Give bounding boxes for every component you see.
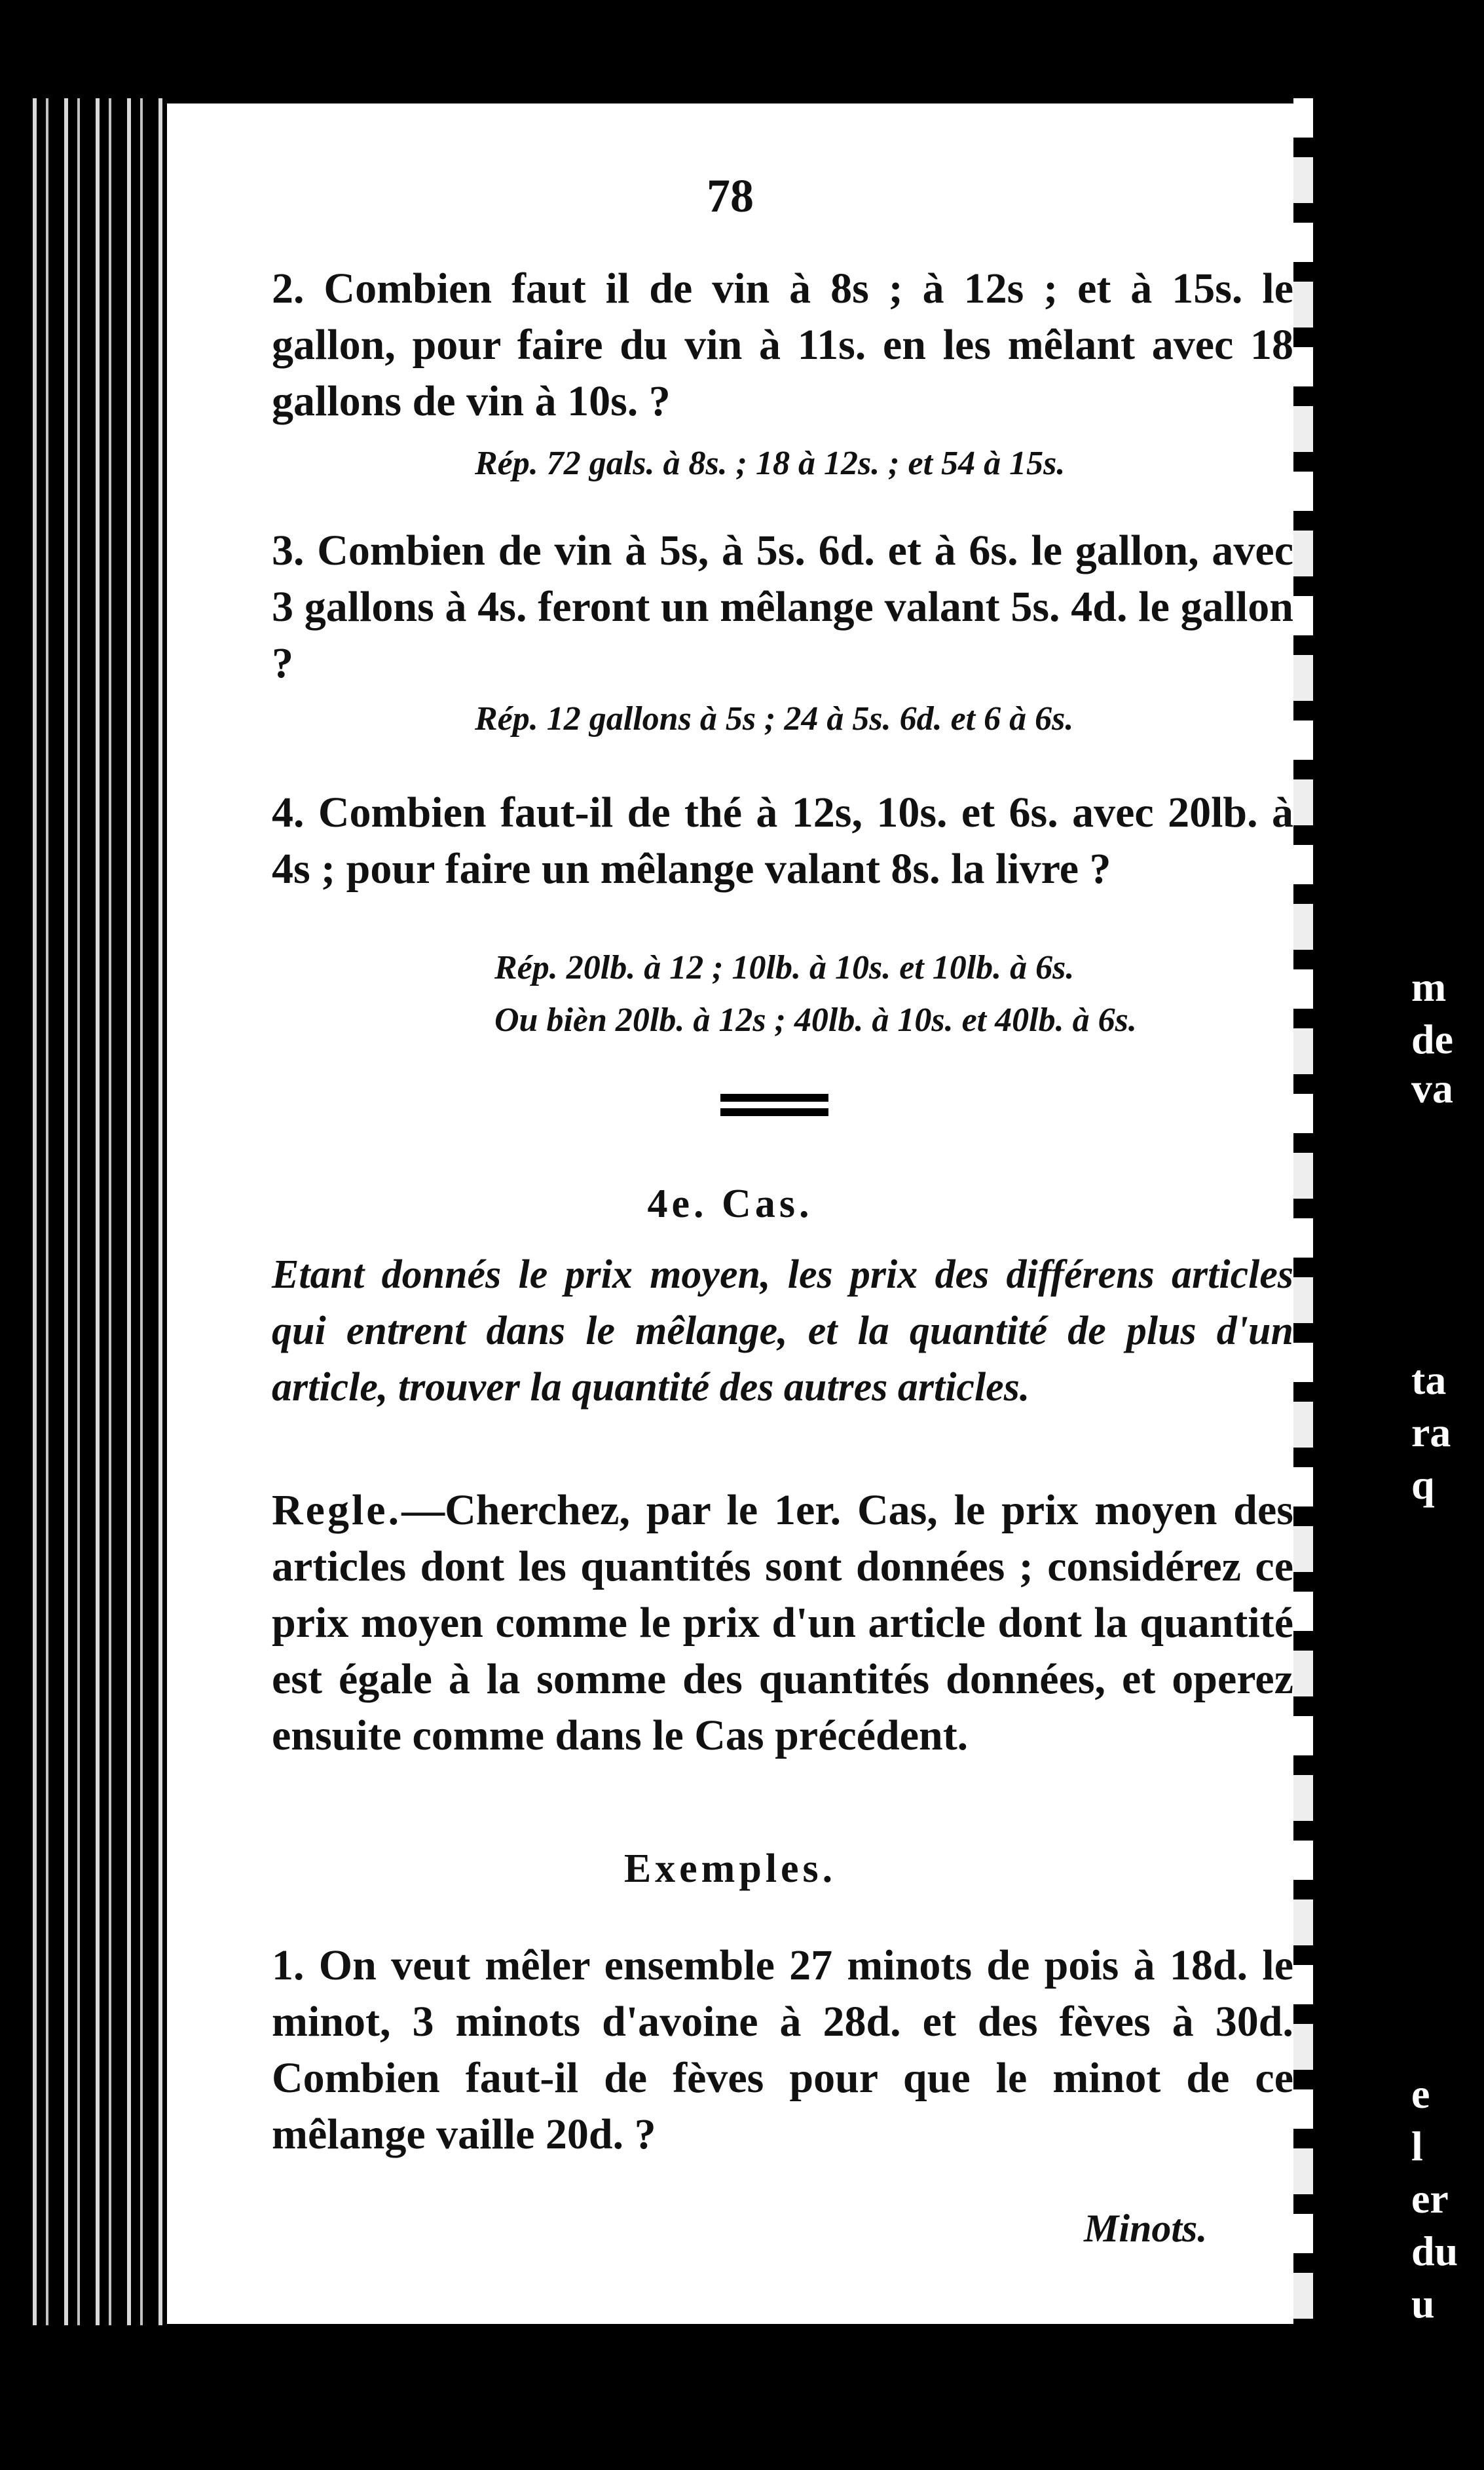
examples-heading: Exemples.: [623, 1846, 837, 1891]
section-divider-bottom: [720, 1108, 828, 1116]
rule-paragraph: [272, 1482, 1293, 1764]
problem-2-answer: Rép. 72 gals. à 8s. ; 18 à 12s. ; et 54 à 15s.: [475, 445, 1066, 482]
problem-4-text: 4. Combien faut-il de thé à 12s, 10s. et 6s. avec 20lb. à 4s ; pour faire un mêlange valant 8s. la livre ?: [272, 789, 1293, 893]
page-number: 78: [707, 170, 754, 222]
rule-label: Regle.: [272, 1486, 402, 1534]
book-binding: [26, 98, 164, 2325]
section-divider-top: [720, 1094, 828, 1102]
problem-3-text: 3. Combien de vin à 5s, à 5s. 6d. et à 6s. le gallon, avec 3 gallons à 4s. feront un mêlange valant 5s. 4d. le gallon ?: [272, 527, 1293, 687]
problem-4-answer-alt: Ou bièn 20lb. à 12s ; 40lb. à 10s. et 40lb. à 6s.: [494, 1001, 1137, 1039]
book-page: [167, 103, 1293, 2324]
problem-3-answer: Rép. 12 gallons à 5s ; 24 à 5s. 6d. et 6 à 6s.: [475, 700, 1074, 738]
case-heading: 4e. Cas.: [647, 1182, 813, 1226]
adjacent-page-edge: m de va ta ra q e l er du u: [1293, 98, 1484, 2338]
rule-text: —Cherchez, par le 1er. Cas, le prix moyen des articles dont les quantités sont données ; considérez ce prix moyen comme le prix d'un article dont la quantité est égale à la somme des quantités données, et operez ensuite comme dans le Cas précédent.: [272, 1486, 1293, 1759]
problem-2-text: 2. Combien faut il de vin à 8s ; à 12s ; et à 15s. le gallon, pour faire du vin à 11s. en les mêlant avec 18 gallons de vin à 10s. ?: [272, 265, 1293, 425]
problem-4-answer: Rép. 20lb. à 12 ; 10lb. à 10s. et 10lb. à 6s.: [494, 949, 1075, 986]
example-1-text: 1. On veut mêler ensemble 27 minots de pois à 18d. le minot, 3 minots d'avoine à 28d. et des fèves à 30d. Combien faut-il de fèves pour que le minot de ce mêlange vaille 20d. ?: [272, 1941, 1293, 2158]
case-statement: Etant donnés le prix moyen, les prix des différens articles qui entrent dans le mêlange, et la quantité de plus d'un article, trouver la quantité des autres articles.: [272, 1252, 1293, 1410]
footer-word: Minots.: [1084, 2207, 1208, 2250]
